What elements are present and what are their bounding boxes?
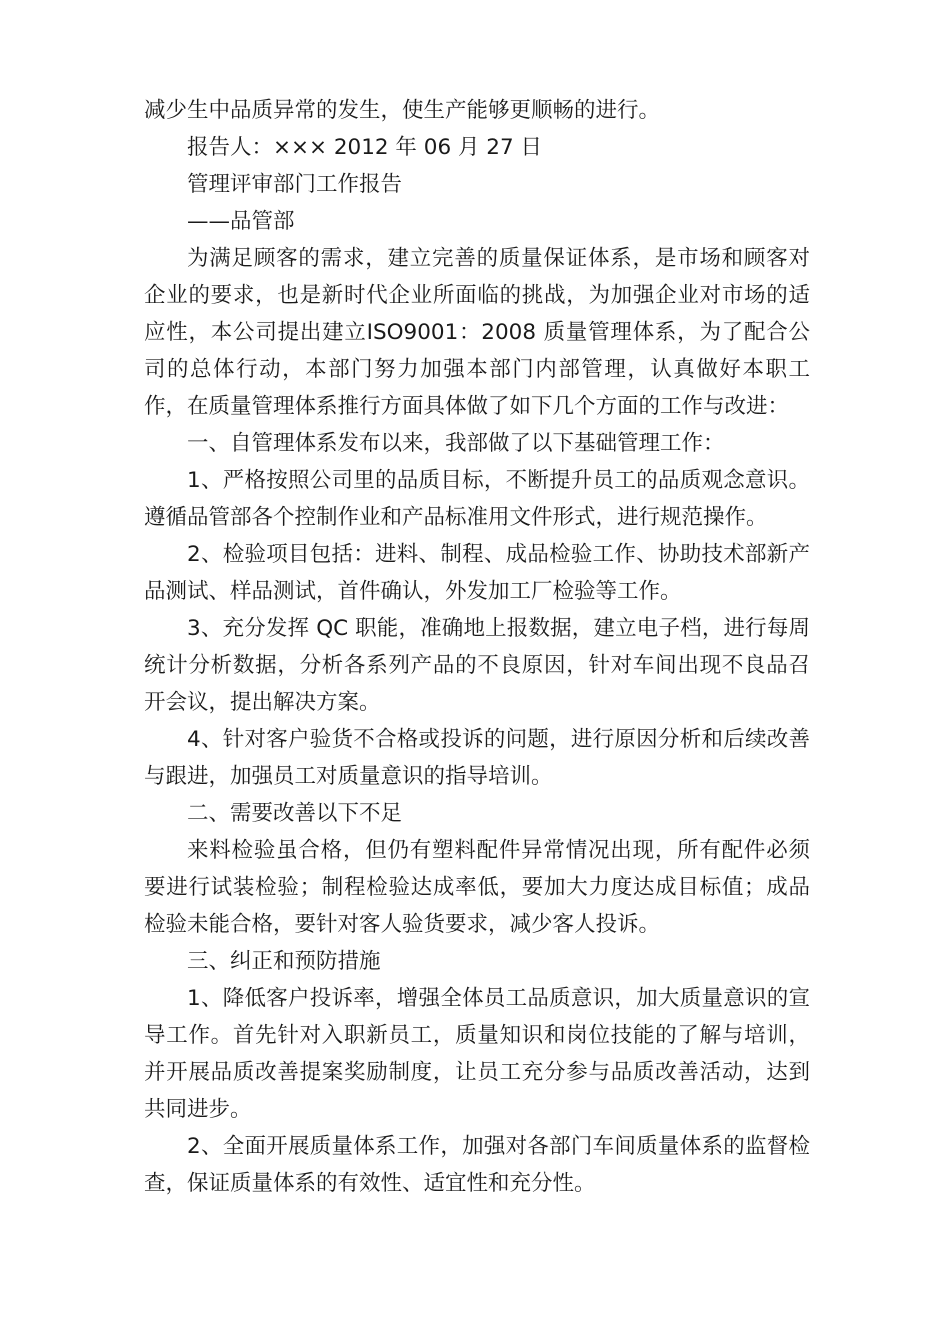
department-line: ——品管部 xyxy=(187,209,295,234)
intro-paragraph: 为满足顾客的需求，建立完善的质量保证体系，是市场和顾客对企业的要求，也是新时代企业所面临的挑战，为加强企业对市场的适应性，本公司提出建立ISO9001：2008 质量管理体系，为了配合公司的总体行动，本部门努力加强本部门内部管理，认真做好本职工作，在质量管理体系推行方面具体做了如下几个方面的工作与改进： xyxy=(144,246,810,419)
list-item-1-2: 2、检验项目包括：进料、制程、成品检验工作、协助技术部新产品测试、样品测试，首件确认，外发加工厂检验等工作。 xyxy=(144,542,810,604)
list-item-1-3: 3、充分发挥 QC 职能，准确地上报数据，建立电子档，进行每周统计分析数据，分析各系列产品的不良原因，针对车间出现不良品召开会议，提出解决方案。 xyxy=(144,616,810,715)
list-item-1-4: 4、针对客户验货不合格或投诉的问题，进行原因分析和后续改善与跟进，加强员工对质量意识的指导培训。 xyxy=(144,727,810,789)
section-heading-3: 三、纠正和预防措施 xyxy=(187,949,381,974)
list-item-3-2: 2、全面开展质量体系工作，加强对各部门车间质量体系的监督检查，保证质量体系的有效性、适宜性和充分性。 xyxy=(144,1134,810,1196)
paragraph-continuation: 减少生中品质异常的发生，使生产能够更顺畅的进行。 xyxy=(144,98,661,123)
report-title: 管理评审部门工作报告 xyxy=(187,172,403,197)
section-heading-2: 二、需要改善以下不足 xyxy=(187,801,403,826)
document-body xyxy=(144,92,810,1202)
improvement-paragraph: 来料检验虽合格，但仍有塑料配件异常情况出现，所有配件必须要进行试装检验；制程检验达成率低，要加大力度达成目标值；成品检验未能合格，要针对客人验货要求，减少客人投诉。 xyxy=(144,838,810,937)
list-item-1-1: 1、严格按照公司里的品质目标，不断提升员工的品质观念意识。遵循品管部各个控制作业和产品标准用文件形式，进行规范操作。 xyxy=(144,468,810,530)
reporter-line: 报告人：××× 2012 年 06 月 27 日 xyxy=(187,135,542,160)
list-item-3-1: 1、降低客户投诉率，增强全体员工品质意识，加大质量意识的宣导工作。首先针对入职新员工，质量知识和岗位技能的了解与培训，并开展品质改善提案奖励制度，让员工充分参与品质改善活动，达到共同进步。 xyxy=(144,986,810,1122)
section-heading-1: 一、自管理体系发布以来，我部做了以下基础管理工作： xyxy=(187,431,725,456)
